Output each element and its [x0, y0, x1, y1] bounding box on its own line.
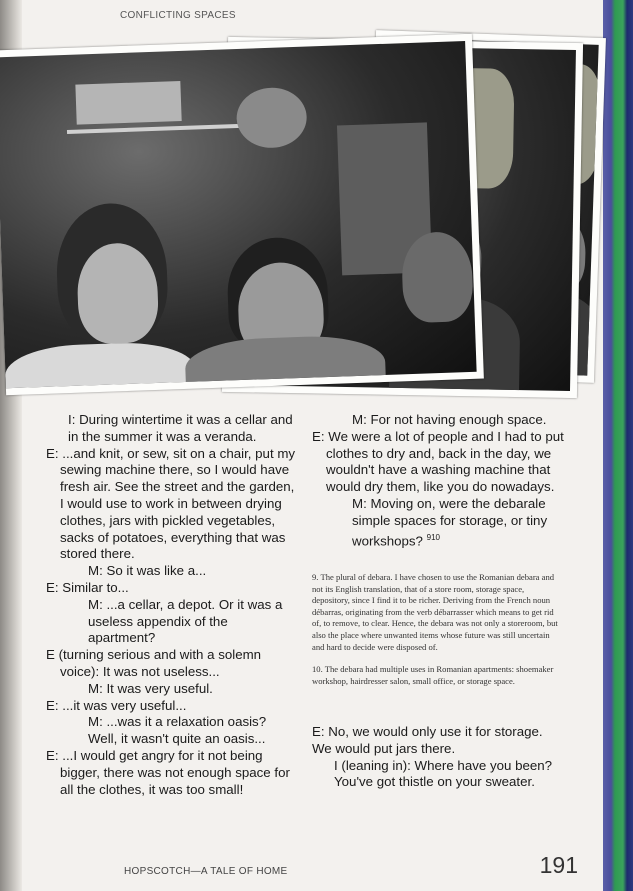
- dialogue-line: E (turning serious and with a solemn voice): It was not useless...: [46, 647, 262, 679]
- man-jacket-icon: [184, 334, 386, 388]
- photo-image-front: [0, 41, 477, 388]
- dialogue-line: M: ...was it a relaxation oasis? Well, it wasn't quite an oasis...: [88, 714, 267, 747]
- running-header: CONFLICTING SPACES: [120, 10, 236, 21]
- dialogue-line: E: ...it was very useful...: [46, 697, 187, 713]
- photo-collage: [0, 30, 610, 400]
- dialogue-line: E: No, we would only use it for storage. We would put jars there.: [312, 724, 543, 756]
- footnote-ref-9: 9: [426, 532, 432, 542]
- vase-icon: [236, 87, 308, 149]
- dialogue-text: M: Moving on, were the debarale simple spaces for storage, or tiny workshops?: [352, 495, 548, 548]
- dialogue-line: M: It was very useful.: [88, 680, 213, 696]
- dialogue-line: E: ...and knit, or sew, sit on a chair, put my sewing machine there, so I would have fresh air. See the street and the garden, I would use to work in between drying clothes, jars with pickled vegetables, sacks of potatoes, everything that was stored there.: [46, 445, 296, 562]
- dialogue-line: E: Similar to...: [46, 579, 129, 595]
- dialogue-line: E: We were a lot of people and I had to put clothes to dry and, back in the day, we wouldn't have a washing machine that would dry them, like you do nowadays.: [312, 428, 564, 495]
- dialogue-line: E: ...I would get angry for it not being bigger, there was not enough space for all the clothes, it was too small!: [46, 747, 290, 797]
- footnote-10: 10. The debara had multiple uses in Romanian apartments: shoemaker workshop, hairdresser salon, small office, or storage space.: [312, 664, 554, 686]
- dialogue-line: M: ...a cellar, a depot. Or it was a useless appendix of the apartment?: [88, 596, 283, 646]
- photo-print-front: [0, 34, 484, 395]
- dialogue-line: I (leaning in): Where have you been? You've got thistle on your sweater.: [334, 757, 553, 790]
- footnotes: [312, 572, 564, 687]
- footnote-9: 9. The plural of debara. I have chosen to use the Romanian debara and not its English translation, that of a store room, storage space, depository, since I find it to be richer. Deriving from the French noun débarras, originating from the verb débarrasser which means to get rid of, to remove, to clear. Hence, the debara was not only a storeroom, but also the place where unwanted items whose future was still uncertain and hard to decide were disposed of.: [312, 572, 558, 652]
- dialogue-line: M: For not having enough space.: [352, 412, 547, 427]
- radio-icon: [75, 81, 181, 125]
- running-footer: HOPSCOTCH—A TALE OF HOME: [124, 866, 288, 877]
- footnote-ref-10: 10: [431, 532, 441, 542]
- dialogue-line: I: During wintertime it was a cellar and in the summer it was a veranda.: [68, 412, 293, 444]
- page-number: 191: [539, 852, 578, 878]
- left-text-column: [46, 412, 296, 798]
- third-man-face-icon: [401, 231, 474, 323]
- woman-blouse-icon: [4, 341, 196, 389]
- dialogue-line: M: So it was like a...: [88, 563, 207, 579]
- right-text-column: [312, 412, 564, 550]
- right-text-column-continued: [312, 724, 564, 791]
- dialogue-line: [312, 496, 564, 550]
